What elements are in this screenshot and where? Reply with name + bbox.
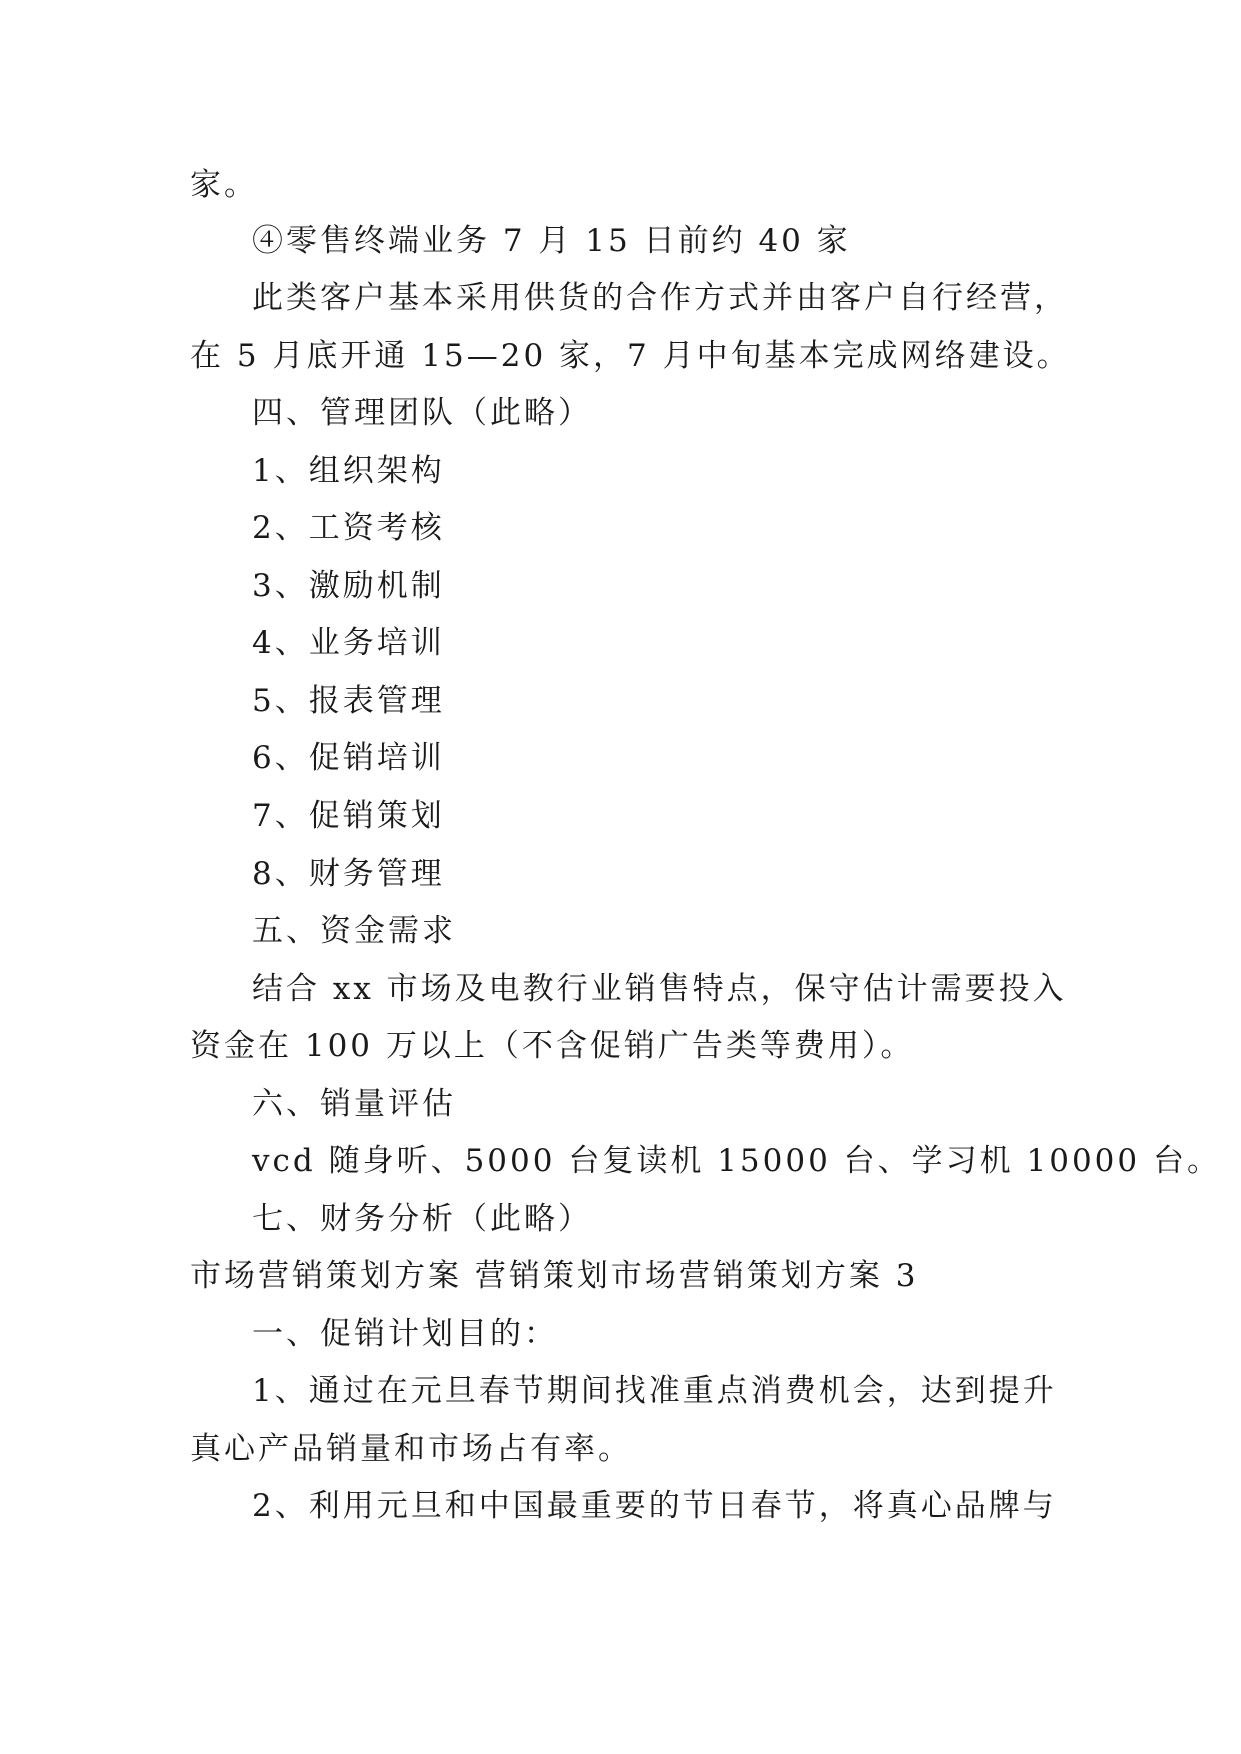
section-heading: 一、促销计划目的： <box>252 1316 558 1352</box>
list-item: 2、工资考核 <box>252 510 445 546</box>
list-item: 3、激励机制 <box>252 568 445 604</box>
text-line: 家。 <box>190 167 258 203</box>
text-line: vcd 随身听、5000 台复读机 15000 台、学习机 10000 台。 <box>252 1143 1221 1179</box>
section-heading: 七、财务分析（此略） <box>252 1201 592 1237</box>
list-item: 6、促销培训 <box>252 740 445 776</box>
text-line: 2、利用元旦和中国最重要的节日春节，将真心品牌与 <box>252 1488 1057 1524</box>
list-item: 1、组织架构 <box>252 453 445 489</box>
list-item: 7、促销策划 <box>252 798 445 834</box>
text-line: 资金在 100 万以上（不含促销广告类等费用）。 <box>190 1028 915 1064</box>
text-line: 此类客户基本采用供货的合作方式并由客户自行经营， <box>252 280 1068 316</box>
list-item: 5、报表管理 <box>252 683 445 719</box>
text-line: 结合 xx 市场及电教行业销售特点，保守估计需要投入 <box>252 971 1067 1007</box>
list-item: 4、业务培训 <box>252 625 445 661</box>
section-heading: 五、资金需求 <box>252 913 456 949</box>
section-heading: 四、管理团队（此略） <box>252 395 592 431</box>
section-heading: 六、销量评估 <box>252 1086 456 1122</box>
list-item: 8、财务管理 <box>252 856 445 892</box>
document-title: 市场营销策划方案 营销策划市场营销策划方案 3 <box>190 1258 919 1294</box>
text-line: 1、通过在元旦春节期间找准重点消费机会，达到提升 <box>252 1373 1057 1409</box>
text-line: 真心产品销量和市场占有率。 <box>190 1431 632 1467</box>
text-line: 在 5 月底开通 15—20 家，7 月中旬基本完成网络建设。 <box>190 338 1071 374</box>
text-line: ④零售终端业务 7 月 15 日前约 40 家 <box>252 223 851 259</box>
